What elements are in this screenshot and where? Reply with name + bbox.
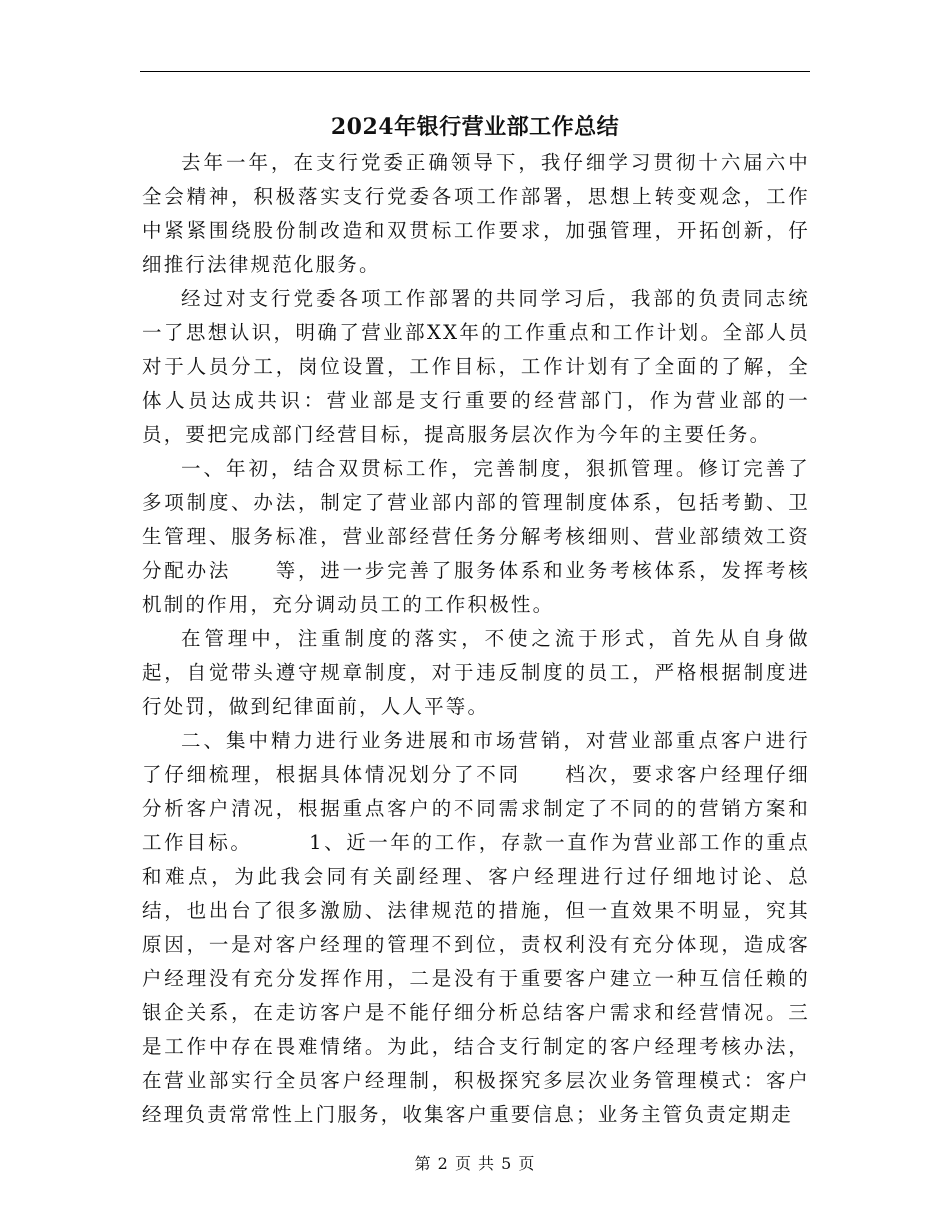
paragraph-intro: 去年一年，在支行党委正确领导下，我仔细学习贯彻十六届六中全会精神，积极落实支行党委各项工作部署，思想上转变观念，工作中紧紧围绕股份制改造和双贯标工作要求，加强管理，开拓创新，仔细推行法律规范化服务。 [142,151,810,276]
document-title: 2024年银行营业部工作总结 [330,114,620,140]
paragraph-consensus: 经过对支行党委各项工作部署的共同学习后，我部的负责同志统一了思想认识，明确了营业部XX年的工作重点和工作计划。全部人员对于人员分工，岗位设置，工作目标，工作计划有了全面的了解，全体人员达成共识：营业部是支行重要的经营部门，作为营业部的一员，要把完成部门经营目标，提高服务层次作为今年的主要任务。 [142,287,810,446]
page-number: 第 2 页 共 5 页 [414,1154,536,1173]
document-body [142,146,810,1132]
paragraph-section-two: 二、集中精力进行业务进展和市场营销，对营业部重点客户进行了仔细梳理，根据具体情况划分了不同 档次，要求客户经理仔细分析客户清况，根据重点客户的不同需求制定了不同的的营销方案和工作目标。 1、近一年的工作，存款一直作为营业部工作的重点和难点，为此我会同有关副经理、客户经理进行过仔细地讨论、总结，也出台了很多激励、法律规范的措施，但一直效果不明显，究其原因，一是对客户经理的管理不到位，责权利没有充分体现，造成客户经理没有充分发挥作用，二是没有于重要客户建立一种互信任赖的银企关系，在走访客户是不能仔细分析总结客户需求和经营情况。三是工作中存在畏难情绪。为此，结合支行制定的客户经理考核办法，在营业部实行全员客户经理制，积极探究多层次业务管理模式：客户经理负责常常性上门服务，收集客户重要信息；业务主管负责定期走 [142,729,810,1126]
paragraph-section-one: 一、年初，结合双贯标工作，完善制度，狠抓管理。修订完善了多项制度、办法，制定了营业部内部的管理制度体系，包括考勤、卫生管理、服务标准，营业部经营任务分解考核细则、营业部绩效工资分配办法 等，进一步完善了服务体系和业务考核体系，发挥考核机制的作用，充分调动员工的工作积极性。 [142,457,810,616]
paragraph-management: 在管理中，注重制度的落实，不使之流于形式，首先从自身做起，自觉带头遵守规章制度，对于违反制度的员工，严格根据制度进行处罚，做到纪律面前，人人平等。 [142,627,810,718]
header-rule [140,71,810,72]
